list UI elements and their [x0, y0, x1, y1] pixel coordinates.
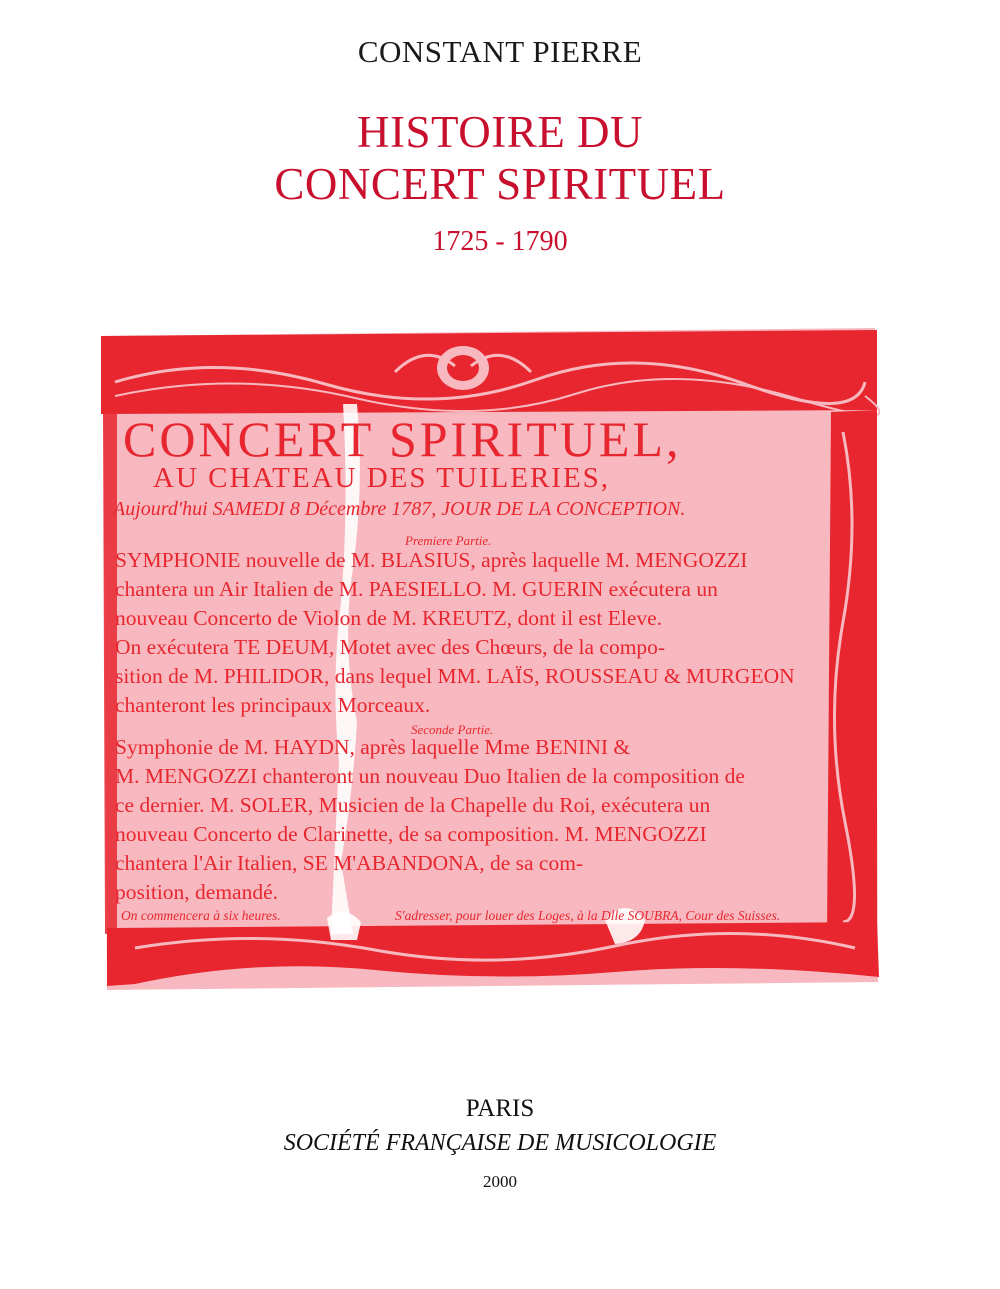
- part1-line: On exécutera TE DEUM, Motet avec des Chœurs, de la compo-: [115, 635, 666, 659]
- part1-line: SYMPHONIE nouvelle de M. BLASIUS, après laquelle M. MENGOZZI: [115, 548, 748, 572]
- title-line-2: CONCERT SPIRITUEL: [274, 159, 726, 209]
- date-range: 1725 - 1790: [432, 226, 568, 257]
- part1-line: nouveau Concerto de Violon de M. KREUTZ, dont il est Eleve.: [115, 606, 663, 630]
- poster-heading: CONCERT SPIRITUEL,: [123, 411, 682, 467]
- part1-line: chanteront les principaux Morceaux.: [115, 693, 431, 717]
- part1-line: sition de M. PHILIDOR, dans lequel MM. LAÏS, ROUSSEAU & MURGEON: [115, 664, 795, 688]
- part2-line: Symphonie de M. HAYDN, après laquelle Mme BENINI &: [115, 735, 631, 759]
- poster-text: [95, 322, 880, 995]
- part2-line: nouveau Concerto de Clarinette, de sa composition. M. MENGOZZI: [115, 822, 707, 846]
- concert-poster-image: [95, 322, 880, 995]
- imprint-city: PARIS: [465, 1095, 535, 1122]
- poster-date-line: Aujourd'hui SAMEDI 8 Décembre 1787, JOUR DE LA CONCEPTION.: [113, 498, 686, 520]
- imprint-year: 2000: [483, 1172, 517, 1191]
- poster-footer-left: On commencera à six heures.: [121, 908, 281, 923]
- part2-line: ce dernier. M. SOLER, Musicien de la Chapelle du Roi, exécutera un: [115, 793, 711, 817]
- part1-label: Premiere Partie.: [405, 533, 492, 548]
- poster-subheading: AU CHATEAU DES TUILERIES,: [153, 462, 611, 494]
- part2-line: chantera l'Air Italien, SE M'ABANDONA, de sa com-: [115, 851, 584, 875]
- imprint-publisher: SOCIÉTÉ FRANÇAISE DE MUSICOLOGIE: [283, 1130, 717, 1156]
- author-name: CONSTANT PIERRE: [357, 34, 643, 69]
- title-line-1: HISTOIRE DU: [357, 107, 643, 157]
- part2-line: M. MENGOZZI chanteront un nouveau Duo Italien de la composition de: [115, 764, 745, 788]
- part2-line: position, demandé.: [115, 880, 279, 904]
- part1-line: chantera un Air Italien de M. PAESIELLO. M. GUERIN exécutera un: [115, 577, 718, 601]
- part2-label: Seconde Partie.: [411, 722, 494, 737]
- book-title: [0, 106, 1000, 210]
- poster-footer-right: S'adresser, pour louer des Loges, à la Dlle SOUBRA, Cour des Suisses.: [395, 908, 781, 923]
